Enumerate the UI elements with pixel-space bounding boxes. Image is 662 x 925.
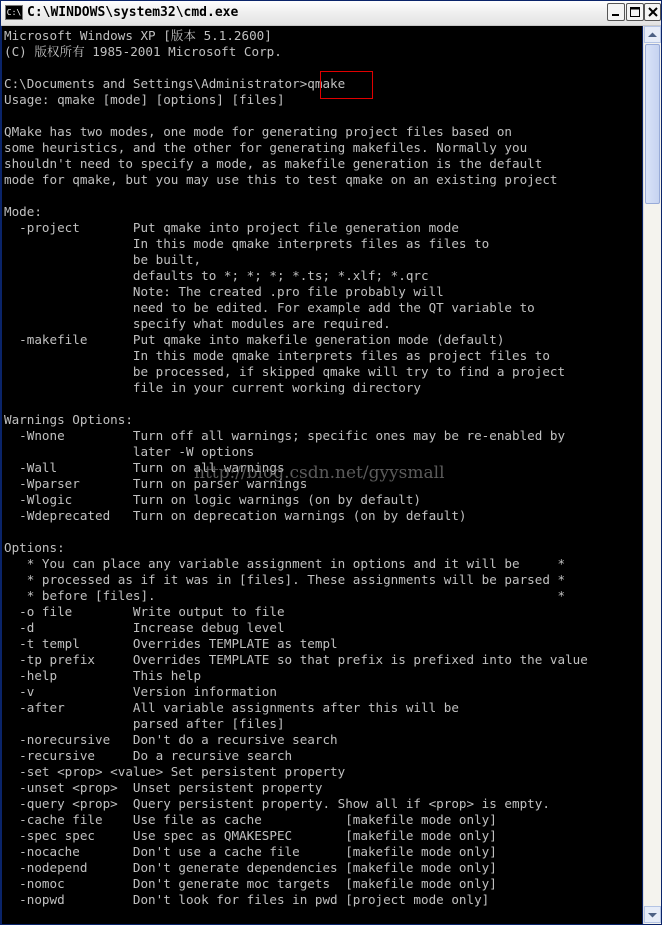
maximize-button[interactable] (626, 3, 644, 21)
console-area[interactable] (2, 26, 642, 924)
console-line: In this mode qmake interprets files as files to (4, 236, 490, 251)
console-line: In this mode qmake interprets files as project files to (4, 348, 550, 363)
minimize-icon (611, 7, 621, 17)
console-line: need to be edited. For example add the QT variable to (4, 300, 535, 315)
console-line: be built, (4, 252, 202, 267)
console-line: -nodepend Don't generate dependencies [makefile mode only] (4, 860, 497, 875)
scroll-down-button[interactable] (644, 906, 661, 923)
minimize-button[interactable] (607, 3, 625, 21)
console-line: -help This help (4, 668, 202, 683)
maximize-icon (630, 7, 640, 17)
console-line (4, 60, 588, 76)
console-line (4, 524, 588, 540)
console-line: mode for qmake, but you may use this to test qmake on an existing project (4, 172, 558, 187)
console-line: -recursive Do a recursive search (4, 748, 293, 763)
command-highlight-box (320, 71, 373, 99)
vertical-scrollbar[interactable] (643, 26, 661, 924)
close-button[interactable] (644, 3, 661, 21)
console-line: -Wparser Turn on parser warnings (4, 476, 308, 491)
console-line: -t templ Overrides TEMPLATE as templ (4, 636, 338, 651)
console-line: Note: The created .pro file probably will (4, 284, 444, 299)
console-line: Options: (4, 540, 65, 555)
console-line: -Wall Turn on all warnings (4, 460, 285, 475)
console-line: shouldn't need to specify a mode, as makefile generation is the default (4, 156, 543, 171)
console-line: -after All variable assignments after this will be (4, 700, 459, 715)
console-line: -Wdeprecated Turn on deprecation warnings (on by default) (4, 508, 467, 523)
console-line: some heuristics, and the other for generating makefiles. Normally you (4, 140, 528, 155)
console-line: parsed after [files] (4, 716, 285, 731)
console-line: -d Increase debug level (4, 620, 285, 635)
console-line: be processed, if skipped qmake will try to find a project (4, 364, 566, 379)
scroll-thumb[interactable] (645, 44, 660, 204)
arrow-up-icon (648, 32, 657, 38)
console-line: -tp prefix Overrides TEMPLATE so that prefix is prefixed into the value (4, 652, 588, 667)
console-line: -norecursive Don't do a recursive search (4, 732, 338, 747)
console-line: -Wnone Turn off all warnings; specific ones may be re-enabled by (4, 428, 566, 443)
console-line: -query <prop> Query persistent property. Show all if <prop> is empty. (4, 796, 550, 811)
console-line: later -W options (4, 444, 255, 459)
console-line: -nopwd Don't look for files in pwd [project mode only] (4, 892, 490, 907)
console-line: QMake has two modes, one mode for generating project files based on (4, 124, 512, 139)
console-line: -nomoc Don't generate moc targets [makefile mode only] (4, 876, 497, 891)
console-line: -v Version information (4, 684, 277, 699)
console-line: -spec spec Use spec as QMAKESPEC [makefile mode only] (4, 828, 497, 843)
console-line: -Wlogic Turn on logic warnings (on by default) (4, 492, 422, 507)
console-line: -project Put qmake into project file generation mode (4, 220, 459, 235)
console-line (4, 108, 588, 124)
scroll-up-button[interactable] (644, 26, 661, 43)
console-line: * You can place any variable assignment in options and it will be * (4, 556, 566, 571)
console-line: defaults to *; *; *; *.ts; *.xlf; *.qrc (4, 268, 429, 283)
console-line: -cache file Use file as cache [makefile mode only] (4, 812, 497, 827)
console-line: Usage: qmake [mode] [options] [files] (4, 92, 285, 107)
watermark-text: http://blog.csdn.net/gyysmall (194, 463, 445, 483)
console-line: -set <prop> <value> Set persistent property (4, 764, 346, 779)
console-line (4, 188, 588, 204)
close-icon (648, 7, 658, 17)
console-line: -o file Write output to file (4, 604, 285, 619)
window-title: C:\WINDOWS\system32\cmd.exe (27, 5, 239, 20)
title-bar[interactable] (1, 1, 661, 26)
console-line: Mode: (4, 204, 42, 219)
console-line: -unset <prop> Unset persistent property (4, 780, 323, 795)
console-line: C:\Documents and Settings\Administrator>qmake (4, 76, 346, 91)
console-line: -makefile Put qmake into makefile generation mode (default) (4, 332, 505, 347)
cmd-app-icon[interactable]: C:\ (5, 5, 23, 20)
console-line: file in your current working directory (4, 380, 422, 395)
console-line: Microsoft Windows XP [版本 5.1.2600] (4, 28, 272, 43)
console-line: * processed as if it was in [files]. These assignments will be parsed * (4, 572, 566, 587)
console-line: Warnings Options: (4, 412, 133, 427)
console-line: (C) 版权所有 1985-2001 Microsoft Corp. (4, 44, 282, 59)
console-line: -nocache Don't use a cache file [makefile mode only] (4, 844, 497, 859)
arrow-down-icon (648, 912, 657, 918)
console-line (4, 396, 588, 412)
console-line: specify what modules are required. (4, 316, 391, 331)
console-line: * before [files]. * (4, 588, 566, 603)
